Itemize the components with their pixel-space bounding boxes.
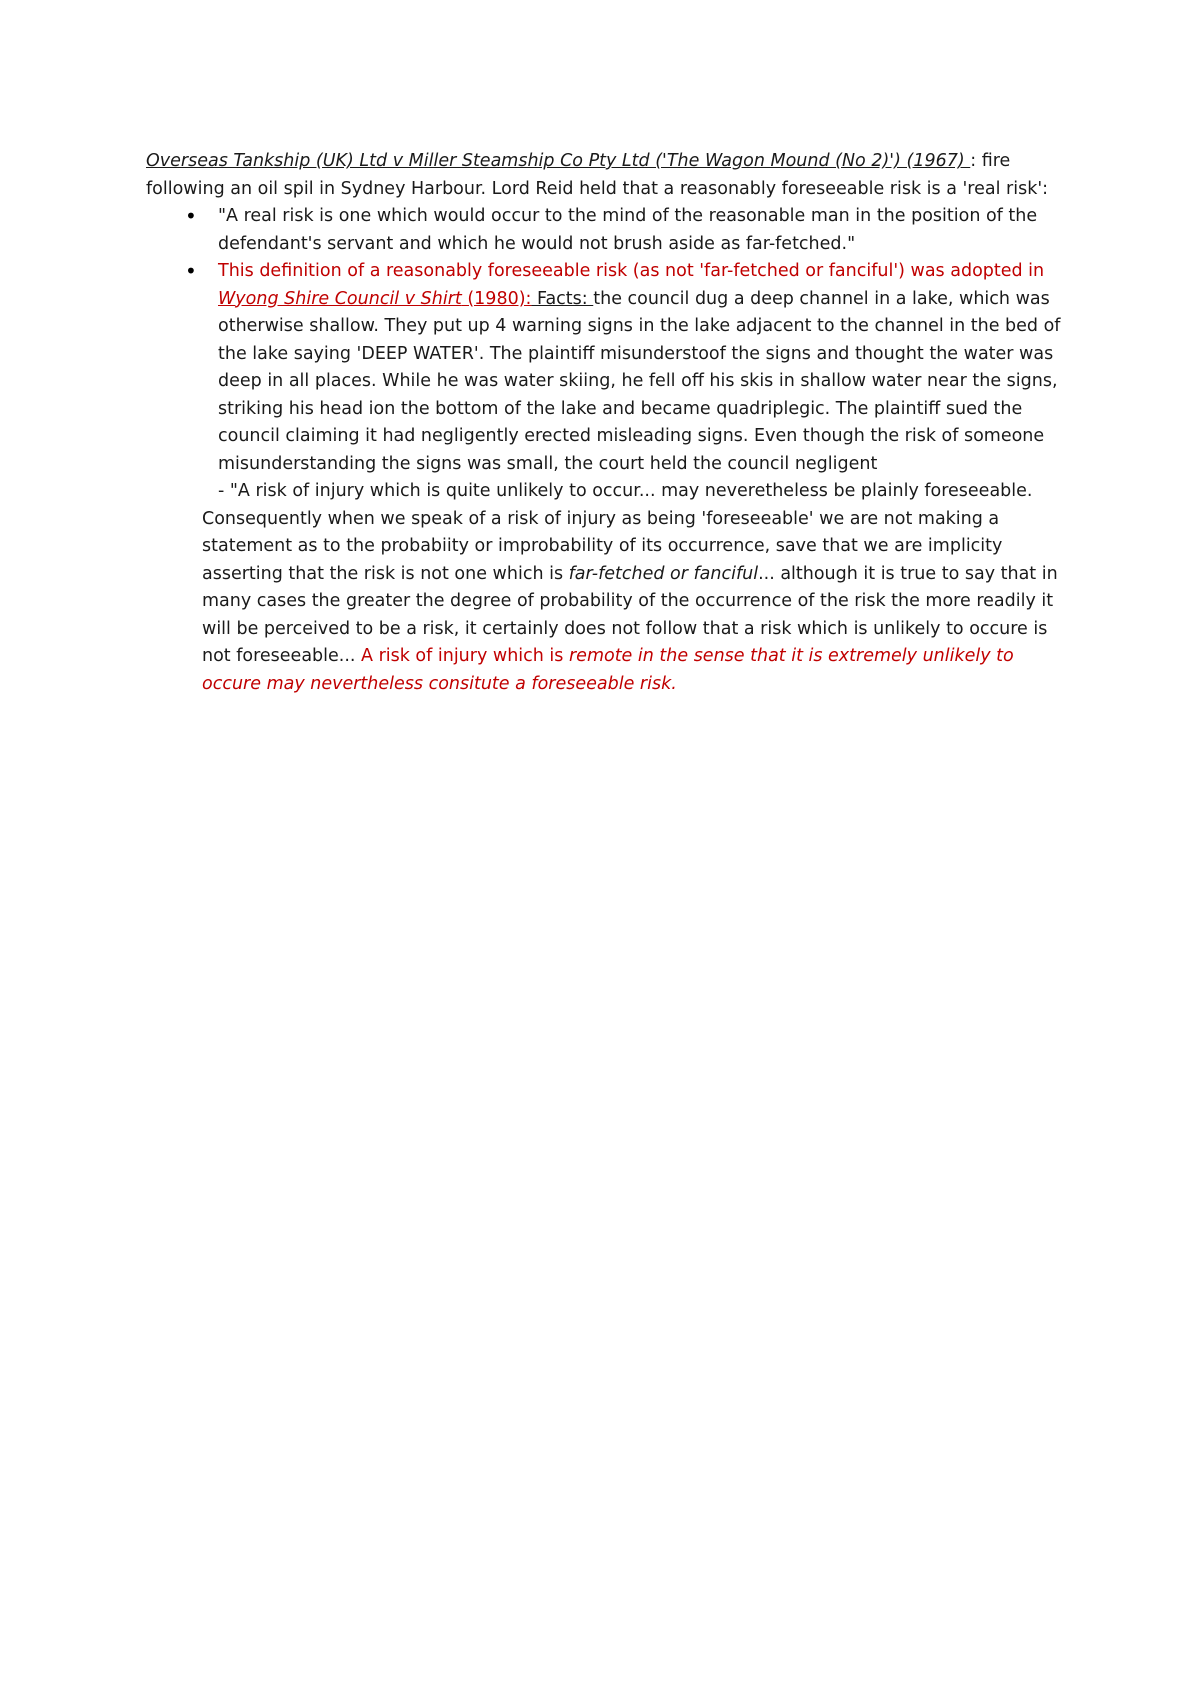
bullet-icon: • [185, 204, 197, 228]
far-fetched-phrase: far-fetched or fanciful [568, 563, 759, 584]
bullet-list [146, 203, 1066, 478]
real-risk-quote-text: "A real risk is one which would occur to the mind of the reasonable man in the position of the defendant's servant and which he would not brush aside as far-fetched." [218, 206, 1038, 254]
facts-label: Facts: [531, 288, 594, 309]
paragraph-wagon-mound [146, 148, 1066, 203]
judgment-quote-text-1: - "A risk of injury which is quite unlikely to occur... may neveretheless be plainly foreseeable. Consequently when we speak of a risk of injury as being 'foreseeable' we are not making a statement as to the probabiity or improbability of its occurrence, save that we are implicity asserting that the risk is not one which is [202, 481, 1033, 584]
remote-risk-italic: remote in the sense that it is extremely unlikely to occure may nevertheless consitute a foreseeable risk. [202, 646, 1014, 694]
case-citation-wagon-mound: Overseas Tankship (UK) Ltd v Miller Steamship Co Pty Ltd ('The Wagon Mound (No 2)') (1967) [146, 151, 971, 171]
judgment-quote [146, 478, 1066, 698]
definition-adopted-text: This definition of a reasonably foreseeable risk (as not 'far-fetched or fanciful') was adopted in [218, 261, 1045, 281]
paragraph-wagon-mound-text: : fire following an oil spil in Sydney Harbour. Lord Reid held that a reasonably foreseeable risk is a 'real risk': [146, 151, 1049, 199]
judgment-quote-paragraph [202, 478, 1066, 698]
bullet-icon: • [185, 259, 197, 283]
case-citation-wyong-shire: Wyong Shire Council v Shirt [218, 288, 462, 309]
document-body [146, 148, 1066, 698]
list-item-wyong-shire [146, 258, 1066, 478]
facts-text: the council dug a deep channel in a lake, which was otherwise shallow. They put up 4 warning signs in the lake adjacent to the channel in the bed of the lake saying 'DEEP WATER'. The plaintiff misunderstoof the signs and thought the water was deep in all places. While he was water skiing, he fell off his skis in shallow water near the signs, striking his head ion the bottom of the lake and became quadriplegic. The plaintiff sued the council claiming it had negligently erected misleading signs. Even though the risk of someone misunderstanding the signs was small, the court held the council negligent [218, 288, 1061, 474]
remote-risk-text: A risk of injury which is [361, 646, 569, 666]
judgment-quote-text-2: ... although it is true to say that in many cases the greater the degree of probability of the occurrence of the risk the more readily it will be perceived to be a risk, it certainly does not follow that a risk which is unlikely to occure is not foreseeable... [202, 563, 1058, 666]
case-year-wyong-shire: (1980): [461, 288, 532, 309]
list-item-real-risk-quote [146, 203, 1066, 258]
